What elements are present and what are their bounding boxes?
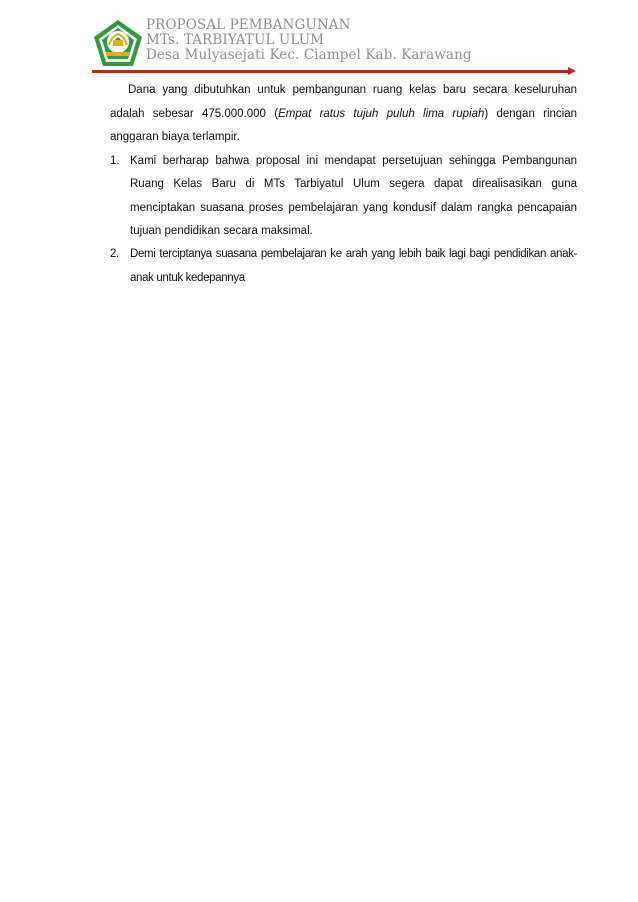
header-school-name: MTs. TARBIYATUL ULUM (146, 32, 325, 48)
list-item-number: 2. (110, 248, 119, 261)
header-rule-arrow (568, 67, 576, 75)
list-item-text: Kami berharap bahwa proposal ini mendapat persetujuan sehingga Pembangunan Ruang Kelas Baru di MTs Tarbiyatul Ulum segera dapat direalisasikan guna menciptakan suasana proses pembelajaran yang kondusif dalam rangka pencapaian tujuan pendidikan secara maksimal. (130, 154, 577, 237)
school-logo-emblem (92, 18, 144, 68)
intro-text-start: Dana yang dibutuhkan untuk pembangunan ruang kelas baru secara keseluruhan adalah sebesar 475.000.000 ( (110, 84, 577, 120)
intro-amount-in-words: Empat ratus tujuh puluh lima rupiah (278, 107, 485, 120)
document-body (110, 79, 577, 290)
list-item-number: 1. (110, 154, 120, 167)
header-address: Desa Mulyasejati Kec. Ciampel Kab. Karawang (146, 47, 472, 63)
list-item-text: Demi terciptanya suasana pembelajaran ke arah yang lebih baik lagi bagi pendidikan anak-anak untuk kedepannya (130, 248, 577, 284)
list-item (110, 150, 577, 244)
letterhead (92, 18, 582, 74)
list-item (110, 243, 577, 290)
intro-paragraph (110, 79, 577, 150)
header-title: PROPOSAL PEMBANGUNAN (146, 17, 351, 33)
header-rule (92, 70, 570, 73)
numbered-list (110, 150, 577, 290)
intro-text-end: ) dengan rincian anggaran biaya terlampir. (110, 107, 577, 144)
